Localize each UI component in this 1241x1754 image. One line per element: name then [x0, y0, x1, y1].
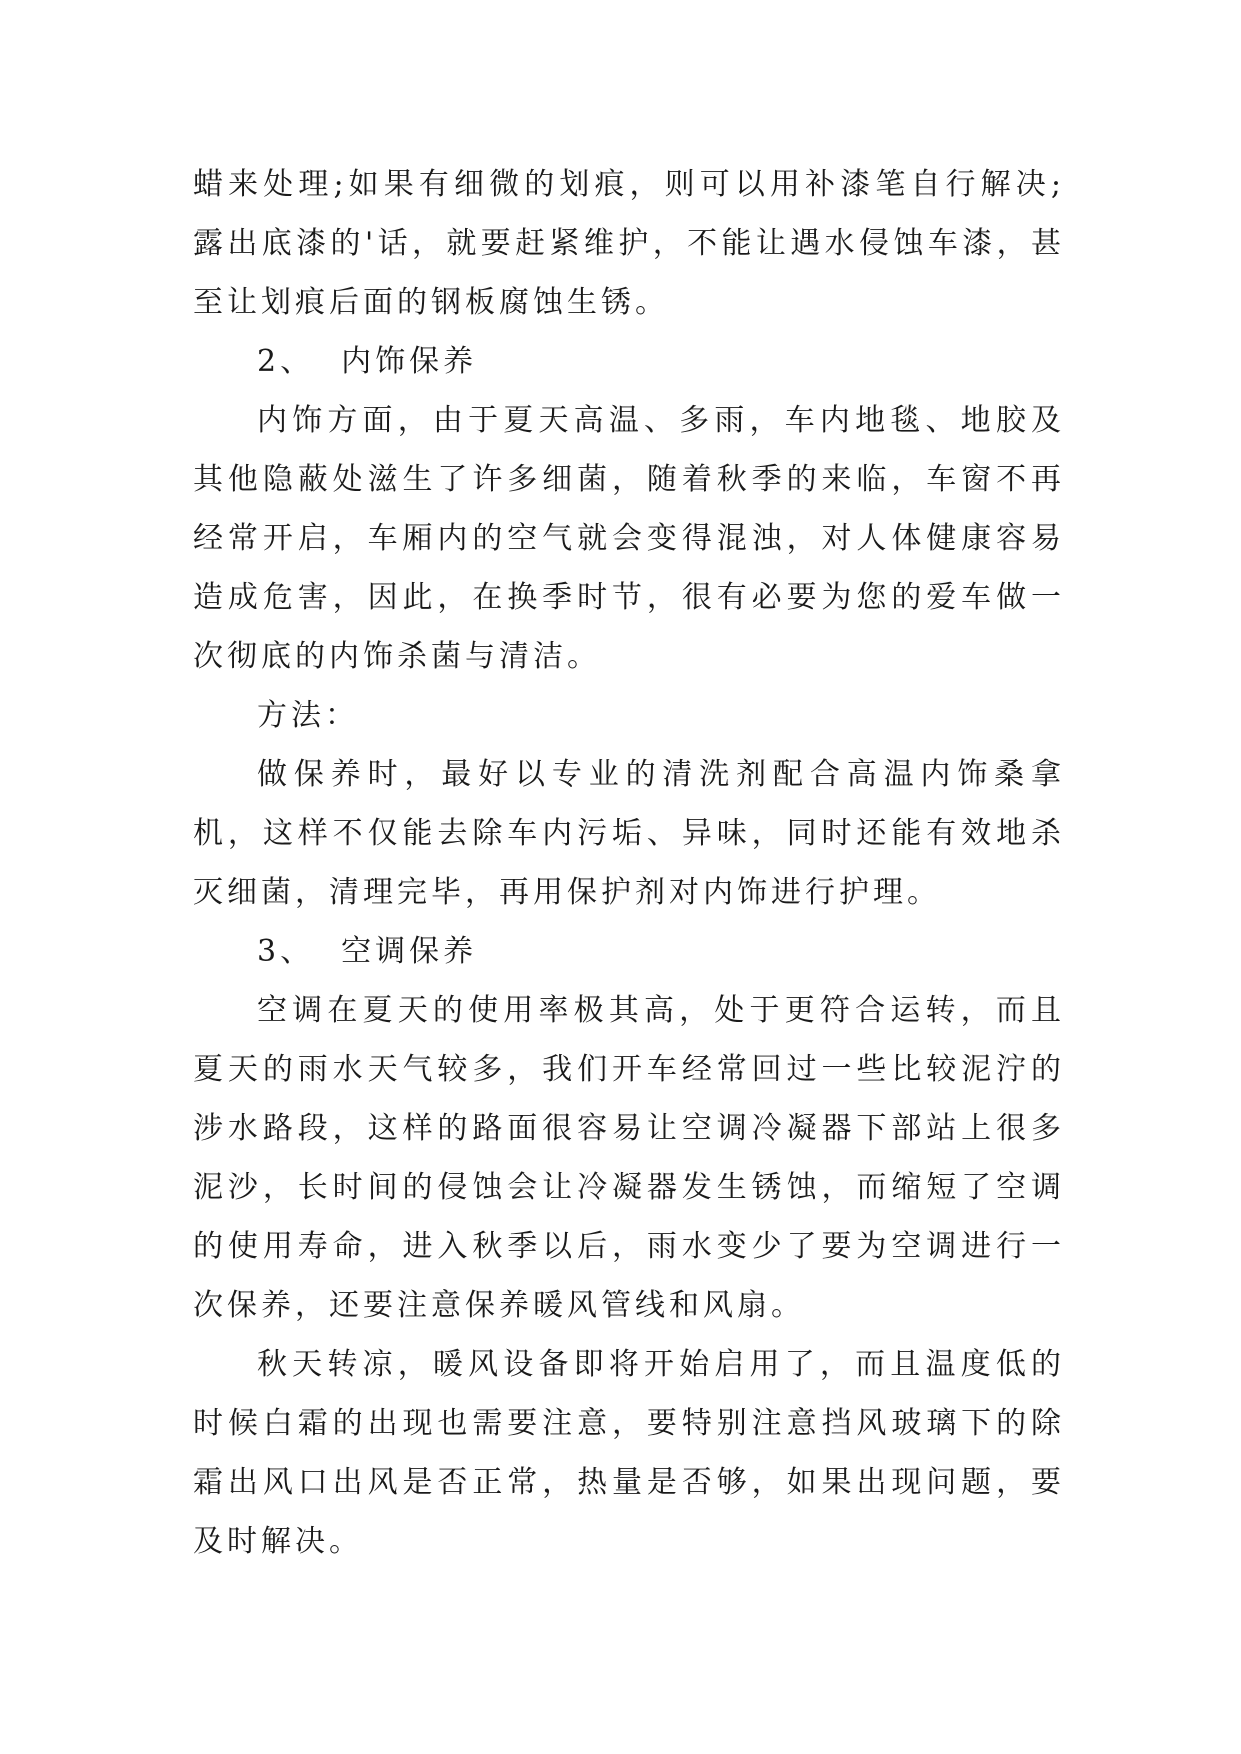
section-heading-ac-care: 3、 空调保养: [257, 934, 478, 969]
paragraph-interior-method: 做保养时，最好以专业的清洗剂配合高温内饰桑拿机，这样不仅能去除车内污垢、异味，同时还能有效地杀灭细菌，清理完毕，再用保护剂对内饰进行护理。: [193, 757, 1065, 910]
document-body: [193, 155, 1065, 1571]
paragraph-ac-usage: 空调在夏天的使用率极其高，处于更符合运转，而且夏天的雨水天气较多，我们开车经常回过一些比较泥泞的涉水路段，这样的路面很容易让空调冷凝器下部站上很多泥沙，长时间的侵蚀会让冷凝器发生锈蚀，而缩短了空调的使用寿命，进入秋季以后，雨水变少了要为空调进行一次保养，还要注意保养暖风管线和风扇。: [193, 993, 1065, 1323]
paragraph-interior-intro: 内饰方面，由于夏天高温、多雨，车内地毯、地胶及其他隐蔽处滋生了许多细菌，随着秋季的来临，车窗不再经常开启，车厢内的空气就会变得混浊，对人体健康容易造成危害，因此，在换季时节，很有必要为您的爱车做一次彻底的内饰杀菌与清洁。: [193, 403, 1065, 674]
section-heading-interior-care: 2、 内饰保养: [257, 344, 478, 379]
paragraph-method-label: 方法：: [257, 698, 359, 733]
paragraph-autumn-heating: 秋天转凉，暖风设备即将开始启用了，而且温度低的时候白霜的出现也需要注意，要特别注意挡风玻璃下的除霜出风口出风是否正常，热量是否够，如果出现问题，要及时解决。: [193, 1347, 1065, 1559]
paragraph-continuation: 蜡来处理;如果有细微的划痕，则可以用补漆笔自行解决;露出底漆的'话，就要赶紧维护，不能让遇水侵蚀车漆，甚至让划痕后面的钢板腐蚀生锈。: [193, 167, 1065, 320]
